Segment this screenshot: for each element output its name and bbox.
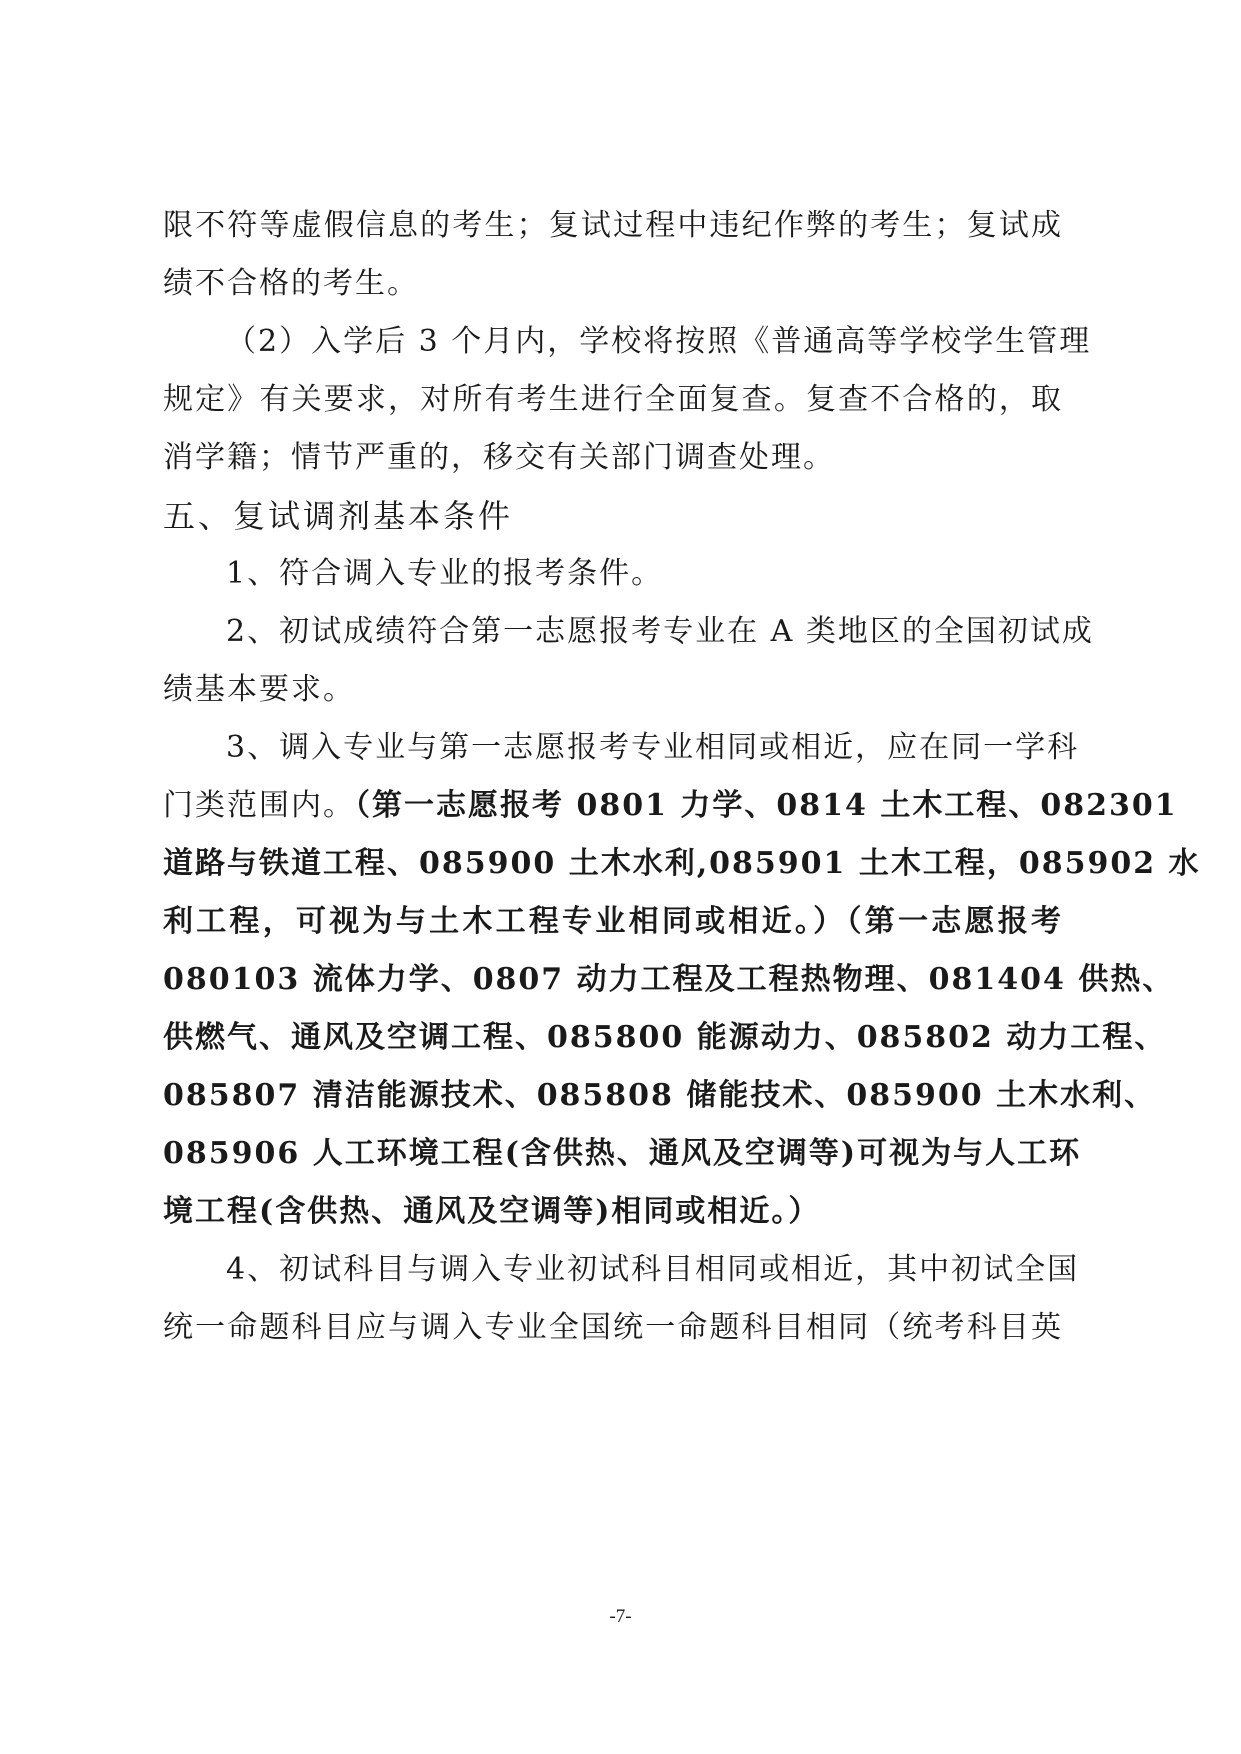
paragraph-line: 消学籍；情节严重的，移交有关部门调查处理。 (163, 440, 835, 475)
section-heading: 五、复试调剂基本条件 (163, 497, 514, 535)
paragraph-line-bold: 道路与铁道工程、085900 土木水利,085901 土木工程，085902 水 (163, 846, 1201, 881)
paragraph-line: 限不符等虚假信息的考生；复试过程中违纪作弊的考生；复试成 (163, 208, 1063, 243)
paragraph-line: 1、符合调入专业的报考条件。 (226, 556, 664, 591)
paragraph-line-bold: 080103 流体力学、0807 动力工程及工程热物理、081404 供热、 (163, 962, 1175, 997)
paragraph-line-bold: 085807 清洁能源技术、085808 储能技术、085900 土木水利、 (163, 1078, 1157, 1113)
paragraph-line: （2）入学后 3 个月内，学校将按照《普通高等学校学生管理 (226, 324, 1092, 359)
paragraph-line: 2、初试成绩符合第一志愿报考专业在 A 类地区的全国初试成 (226, 614, 1094, 649)
paragraph-line-bold: 085906 人工环境工程(含供热、通风及空调等)可视为与人工环 (163, 1136, 1082, 1171)
paragraph-line: 4、初试科目与调入专业初试科目相同或相近，其中初试全国 (226, 1252, 1080, 1287)
paragraph-line: 绩基本要求。 (163, 672, 355, 707)
line-text-bold: （第一志愿报考 0801 力学、0814 土木工程、082301 (355, 788, 1178, 823)
paragraph-line-bold: 供燃气、通风及空调工程、085800 能源动力、085802 动力工程、 (163, 1020, 1167, 1055)
paragraph-line-bold: 利工程，可视为与土木工程专业相同或相近。）（第一志愿报考 (163, 904, 1063, 939)
paragraph-line: 规定》有关要求，对所有考生进行全面复查。复查不合格的，取 (163, 382, 1063, 417)
paragraph-line: 统一命题科目应与调入专业全国统一命题科目相同（统考科目英 (163, 1310, 1063, 1345)
paragraph-line-bold: 境工程(含供热、通风及空调等)相同或相近。） (163, 1194, 821, 1229)
paragraph-line-mixed (163, 784, 1178, 828)
page-number: -7- (609, 1606, 632, 1627)
line-text-normal: 门类范围内。 (163, 788, 355, 823)
paragraph-line: 3、调入专业与第一志愿报考专业相同或相近，应在同一学科 (226, 730, 1080, 765)
paragraph-line: 绩不合格的考生。 (163, 266, 419, 301)
